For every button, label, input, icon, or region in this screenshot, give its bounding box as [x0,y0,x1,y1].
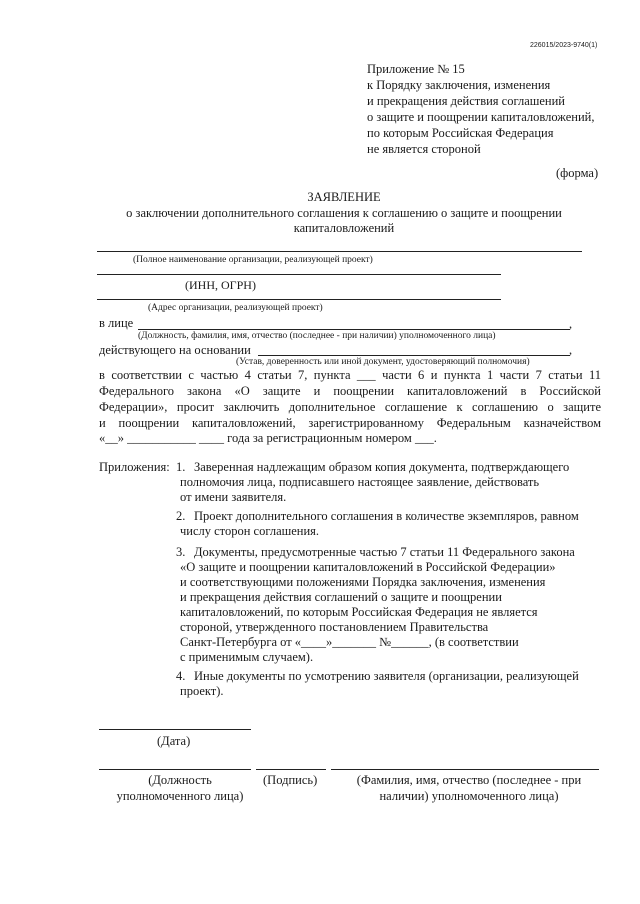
attachment-line: Заверенная надлежащим образом копия документа, подтверждающего [194,460,570,474]
attachment-line: с применимым случаем). [180,650,314,664]
subtitle-line: капиталовложений [293,221,395,235]
body-line: Федерации», просит заключить дополнительное соглашение к соглашению о защите [99,400,601,414]
person-prefix: в лице [99,316,134,330]
address-line[interactable] [97,299,501,300]
position-line[interactable] [99,769,251,770]
attachment-line: капиталовложений, по которым Российская Федерация не является [180,605,538,619]
attachment-line: Документы, предусмотренные частью 7 статьи 11 Федерального закона [194,545,575,559]
subtitle-line: о заключении дополнительного соглашения к соглашению о защите и поощрении [126,206,562,220]
form-label: (форма) [556,166,599,180]
body-line: и поощрении капиталовложений, зарегистрированному Федеральным казначейством [99,416,601,430]
date-line[interactable] [99,729,251,730]
appendix-line: Приложение № 15 [367,62,465,76]
attachment-line: стороной, утвержденного постановлением Правительства [180,620,489,634]
person-caption: (Должность, фамилия, имя, отчество (последнее - при наличии) уполномоченного лица) [138,331,496,341]
name-line[interactable] [331,769,599,770]
attachments-label: Приложения: [99,460,170,474]
inn-caption: (ИНН, ОГРН) [185,278,256,292]
appendix-line: и прекращения действия соглашений [367,94,565,108]
body-line: «__» ___________ ____ года за регистрационным номером ___. [99,431,437,445]
basis-caption: (Устав, доверенность или иной документ, удостоверяющий полномочия) [236,357,530,367]
page-title: ЗАЯВЛЕНИЕ [307,190,381,204]
attachment-line: числу сторон соглашения. [180,524,320,538]
attachment-line: Санкт-Петербурга от «____»_______ №______, (в соответствии [180,635,519,649]
attachment-line: полномочия лица, подписавшего настоящее заявление, действовать [180,475,540,489]
date-caption: (Дата) [157,734,191,748]
inn-line[interactable] [97,274,501,275]
appendix-line: к Порядку заключения, изменения [367,78,551,92]
basis-line[interactable] [258,355,570,356]
signature-line[interactable] [256,769,326,770]
comma: , [569,317,573,331]
basis-prefix: действующего на основании [99,343,251,357]
attachment-num: 4. [176,669,186,683]
appendix-line: о защите и поощрении капиталовложений, [367,110,595,124]
attachment-num: 2. [176,509,186,523]
comma: , [569,343,573,357]
attachment-num: 3. [176,545,186,559]
attachment-line: проект). [180,684,224,698]
position-caption: уполномоченного лица) [116,789,244,803]
attachment-line: и соответствующими положениями Порядка заключения, изменения [180,575,546,589]
signature-caption: (Подпись) [263,773,318,787]
attachment-line: Проект дополнительного соглашения в количестве экземпляров, равном [194,509,579,523]
attachment-line: Иные документы по усмотрению заявителя (организации, реализующей [194,669,579,683]
address-caption: (Адрес организации, реализующей проект) [148,303,323,313]
body-line: Федерального закона «О защите и поощрении капиталовложений в Российской [99,384,601,398]
name-caption: наличии) уполномоченного лица) [379,789,559,803]
attachment-line: от имени заявителя. [180,490,287,504]
org-name-line[interactable] [97,251,582,252]
person-line[interactable] [138,329,570,330]
attachment-line: «О защите и поощрении капиталовложений в Российской Федерации» [180,560,556,574]
org-name-caption: (Полное наименование организации, реализующей проект) [133,255,373,265]
attachment-line: и прекращения действия соглашений о защите и поощрении [180,590,502,604]
body-line: в соответствии с частью 4 статьи 7, пункта ___ части 6 и пункта 1 части 7 статьи 11 [99,368,601,382]
position-caption: (Должность [148,773,212,787]
appendix-line: по которым Российская Федерация [367,126,554,140]
attachment-num: 1. [176,460,186,474]
document-id: 226015/2023-9740(1) [530,42,598,49]
name-caption: (Фамилия, имя, отчество (последнее - при [356,773,582,787]
appendix-line: не является стороной [367,142,481,156]
